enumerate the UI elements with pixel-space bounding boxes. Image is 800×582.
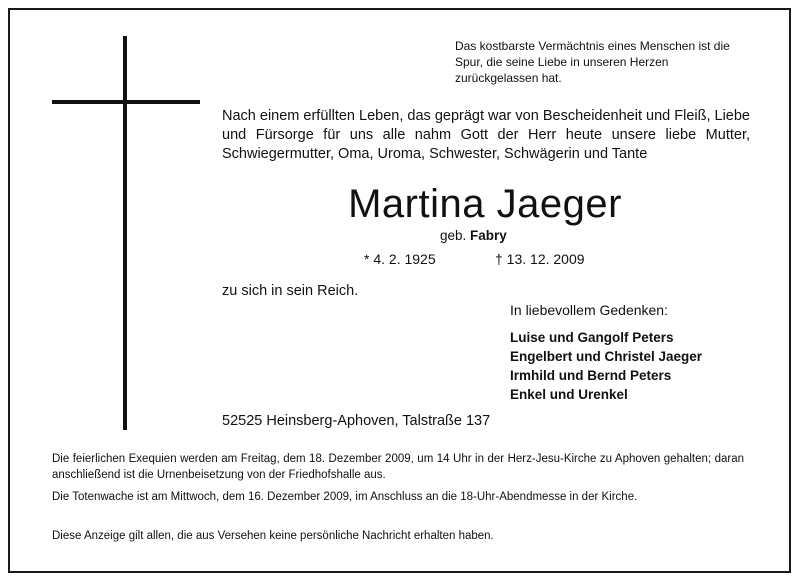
intro-text: Nach einem erfüllten Leben, das geprägt war von Bescheidenheit und Fleiß, Liebe und Fürsorge für uns alle nahm Gott der Herr heute unsere liebe Mutter, Schwiegermutter, Oma, Uroma, Schwester, Schwägerin und Tante bbox=[222, 108, 750, 162]
family-member: Engelbert und Christel Jaeger bbox=[510, 349, 703, 364]
family-member: Irmhild und Bernd Peters bbox=[510, 368, 672, 383]
notice-anzeige: Diese Anzeige gilt allen, die aus Versehen keine persönliche Nachricht erhalten haben. bbox=[52, 530, 494, 542]
closing-text: zu sich in sein Reich. bbox=[222, 283, 359, 299]
family-list bbox=[510, 328, 702, 404]
maiden-name: Fabry bbox=[470, 228, 507, 243]
maiden-name-line bbox=[440, 228, 507, 243]
notice-exequien: Die feierlichen Exequien werden am Freitag, dem 18. Dezember 2009, um 14 Uhr in der Herz-Jesu-Kirche zu Aphoven gehalten; daran anschließend ist die Urnenbeisetzung von der Friedhofshalle aus. bbox=[52, 453, 744, 481]
birth-date: * 4. 2. 1925 bbox=[364, 251, 436, 267]
death-date: † 13. 12. 2009 bbox=[495, 251, 585, 267]
family-member: Luise und Gangolf Peters bbox=[510, 330, 674, 345]
family-member: Enkel und Urenkel bbox=[510, 387, 628, 402]
memory-label: In liebevollem Gedenken: bbox=[510, 302, 668, 318]
notice-totenwache: Die Totenwache ist am Mittwoch, dem 16. Dezember 2009, im Anschluss an die 18-Uhr-Abendmesse in der Kirche. bbox=[52, 491, 638, 503]
address: 52525 Heinsberg-Aphoven, Talstraße 137 bbox=[222, 413, 491, 429]
deceased-name: Martina Jaeger bbox=[348, 182, 622, 226]
cross-vertical-bar bbox=[123, 36, 127, 430]
motto-quote: Das kostbarste Vermächtnis eines Menschen ist die Spur, die seine Liebe in unseren Herzen zurückgelassen hat. bbox=[455, 39, 730, 85]
cross-horizontal-bar bbox=[52, 100, 200, 104]
maiden-prefix: geb. bbox=[440, 228, 467, 243]
